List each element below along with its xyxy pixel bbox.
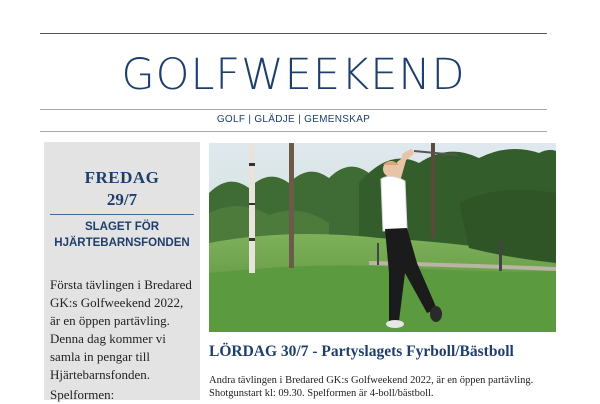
sidebar-subtitle <box>44 219 200 251</box>
sidebar-day: FREDAG <box>84 168 160 187</box>
sidebar-format-label: Spelformen: <box>50 387 115 402</box>
sidebar-body-line: Hjärtebarnsfonden. <box>50 367 150 382</box>
saturday-heading: LÖRDAG 30/7 - Partyslagets Fyrboll/Bästboll <box>209 343 514 360</box>
title-rule <box>40 109 547 110</box>
tagline: GOLF | GLÄDJE | GEMENSKAP <box>216 114 371 125</box>
sidebar-body-line: Första tävlingen i Bredared <box>50 277 192 292</box>
sidebar-subtitle-line1: SLAGET FÖR <box>84 221 160 233</box>
saturday-body <box>209 374 579 400</box>
page-title: GOLFWEEKEND <box>121 50 466 100</box>
tagline-rule <box>40 131 547 132</box>
top-rule <box>40 33 547 34</box>
saturday-body-line: Andra tävlingen i Bredared GK:s Golfweekend 2022, är en öppen partävling. <box>209 375 534 386</box>
sidebar-subtitle-line2: HJÄRTEBARNSFONDEN <box>54 237 190 249</box>
golfer-photo-illustration <box>209 143 556 332</box>
golfer-photo <box>209 143 556 332</box>
sidebar-body-line: är en öppen partävling. <box>50 313 170 328</box>
sidebar-date: 29/7 <box>106 190 138 209</box>
sidebar-body-line: samla in pengar till <box>50 349 151 364</box>
sidebar-divider <box>50 214 194 215</box>
saturday-body-line: Shotgunstart kl: 09.30. Spelformen är 4-boll/bästboll. <box>209 388 434 399</box>
sidebar-body-line: GK:s Golfweekend 2022, <box>50 295 184 310</box>
sidebar-body-line: Denna dag kommer vi <box>50 331 166 346</box>
sidebar-body <box>50 276 198 384</box>
